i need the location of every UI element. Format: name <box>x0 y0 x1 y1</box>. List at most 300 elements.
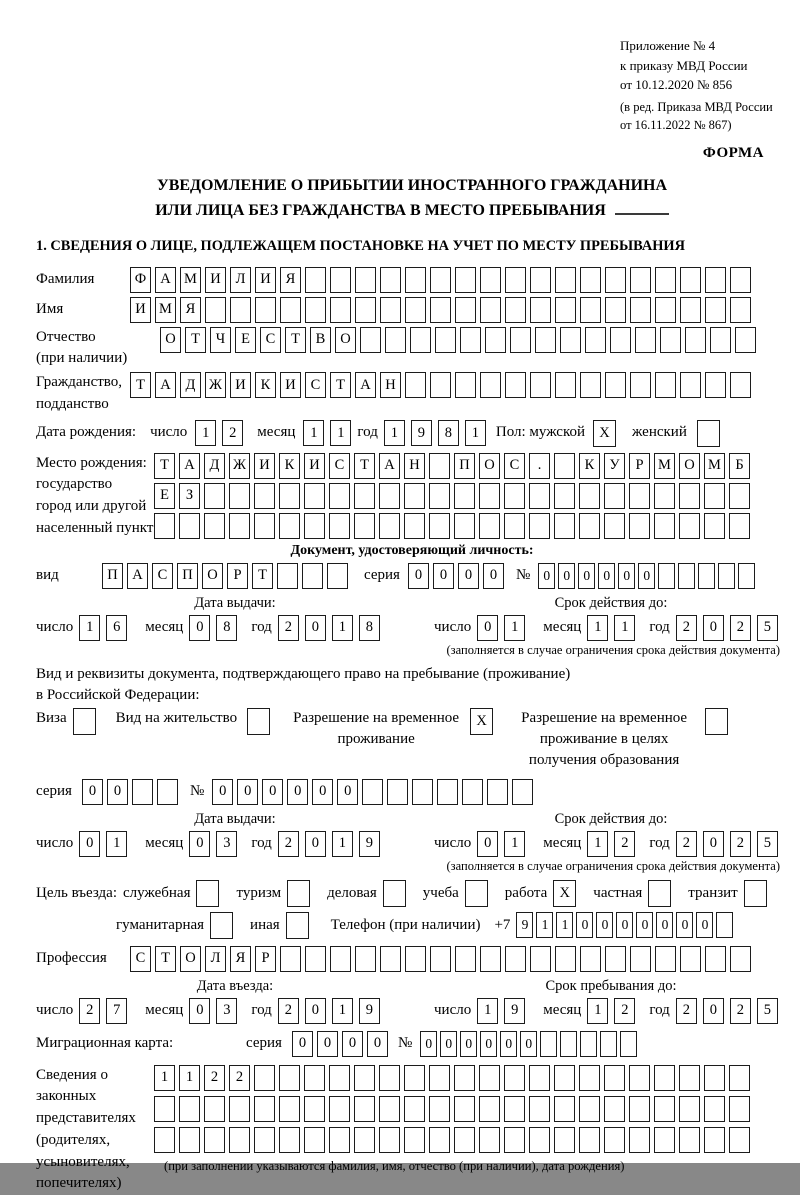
char-box-filled[interactable]: 1 <box>332 831 353 857</box>
char-box-filled[interactable]: 0 <box>520 1031 537 1057</box>
char-box-empty[interactable] <box>379 1065 400 1091</box>
char-box-empty[interactable] <box>254 483 275 509</box>
char-box-empty[interactable] <box>530 946 551 972</box>
char-box-empty[interactable] <box>354 1127 375 1153</box>
char-box-empty[interactable] <box>610 327 631 353</box>
char-box-empty[interactable] <box>529 1127 550 1153</box>
char-box-empty[interactable] <box>554 483 575 509</box>
char-box-filled[interactable]: 2 <box>676 831 697 857</box>
char-box-empty[interactable] <box>229 483 250 509</box>
char-box-empty[interactable] <box>730 297 751 323</box>
migration-series-cells[interactable] <box>292 1031 392 1057</box>
char-box-empty[interactable] <box>405 946 426 972</box>
char-box-filled[interactable]: 0 <box>287 779 308 805</box>
char-box-empty[interactable] <box>329 1127 350 1153</box>
representatives-cells-row1[interactable] <box>154 1065 754 1091</box>
char-box-filled[interactable]: 0 <box>703 831 724 857</box>
char-box-empty[interactable] <box>405 297 426 323</box>
char-box-empty[interactable] <box>204 513 225 539</box>
char-box-empty[interactable] <box>630 372 651 398</box>
purpose-transit-checkbox[interactable] <box>744 880 771 907</box>
char-box-empty[interactable] <box>73 708 96 735</box>
char-box-empty[interactable] <box>560 1031 577 1057</box>
char-box-filled[interactable]: 6 <box>106 615 127 641</box>
birthplace-cells-row2[interactable] <box>154 483 754 509</box>
char-box-empty[interactable] <box>410 327 431 353</box>
char-box-filled[interactable]: 0 <box>337 779 358 805</box>
char-box-empty[interactable] <box>330 946 351 972</box>
char-box-filled[interactable]: 1 <box>154 1065 175 1091</box>
char-box-empty[interactable] <box>730 946 751 972</box>
char-box-filled[interactable]: 0 <box>305 615 326 641</box>
char-box-empty[interactable] <box>229 1127 250 1153</box>
char-box-empty[interactable] <box>530 372 551 398</box>
char-box-filled[interactable]: 1 <box>587 998 608 1024</box>
char-box-filled[interactable]: 0 <box>237 779 258 805</box>
char-box-empty[interactable] <box>704 1065 725 1091</box>
char-box-filled[interactable]: 7 <box>106 998 127 1024</box>
char-box-empty[interactable] <box>205 297 226 323</box>
char-box-empty[interactable] <box>455 946 476 972</box>
validity1-month[interactable] <box>587 615 641 641</box>
issue1-month[interactable] <box>189 615 243 641</box>
char-box-filled[interactable]: 2 <box>278 831 299 857</box>
char-box-empty[interactable] <box>383 880 406 907</box>
char-box-empty[interactable] <box>729 483 750 509</box>
purpose-tourism-checkbox[interactable] <box>287 880 314 907</box>
char-box-empty[interactable] <box>705 297 726 323</box>
entry-day[interactable] <box>79 998 133 1024</box>
char-box-empty[interactable] <box>654 483 675 509</box>
char-box-empty[interactable] <box>405 372 426 398</box>
char-box-filled[interactable]: О <box>479 453 500 479</box>
purpose-study-checkbox[interactable] <box>465 880 492 907</box>
char-box-empty[interactable] <box>480 297 501 323</box>
migration-number-cells[interactable] <box>420 1031 640 1057</box>
char-box-filled[interactable]: 2 <box>222 420 243 446</box>
purpose-work-checkbox[interactable] <box>553 880 580 907</box>
char-box-empty[interactable] <box>330 297 351 323</box>
char-box-empty[interactable] <box>430 297 451 323</box>
char-box-filled[interactable]: М <box>704 453 725 479</box>
char-box-empty[interactable] <box>744 880 767 907</box>
birth-day-cells[interactable] <box>195 420 249 446</box>
char-box-empty[interactable] <box>705 946 726 972</box>
char-box-filled[interactable]: 0 <box>696 912 713 938</box>
stay-year[interactable] <box>676 998 784 1024</box>
char-box-empty[interactable] <box>579 483 600 509</box>
char-box-filled[interactable]: 9 <box>411 420 432 446</box>
char-box-filled[interactable]: О <box>679 453 700 479</box>
char-box-empty[interactable] <box>529 513 550 539</box>
char-box-empty[interactable] <box>579 1065 600 1091</box>
char-box-empty[interactable] <box>529 1065 550 1091</box>
char-box-empty[interactable] <box>230 297 251 323</box>
char-box-empty[interactable] <box>654 513 675 539</box>
char-box-filled[interactable]: 0 <box>212 779 233 805</box>
char-box-filled[interactable]: 1 <box>477 998 498 1024</box>
char-box-filled[interactable]: М <box>155 297 176 323</box>
char-box-empty[interactable] <box>154 513 175 539</box>
char-box-empty[interactable] <box>655 946 676 972</box>
char-box-filled[interactable]: Е <box>235 327 256 353</box>
char-box-filled[interactable]: 1 <box>587 831 608 857</box>
char-box-empty[interactable] <box>329 1065 350 1091</box>
char-box-empty[interactable] <box>132 779 153 805</box>
char-box-empty[interactable] <box>485 327 506 353</box>
purpose-official-checkbox[interactable] <box>196 880 223 907</box>
char-box-empty[interactable] <box>229 513 250 539</box>
char-box-filled[interactable]: 1 <box>179 1065 200 1091</box>
char-box-empty[interactable] <box>678 563 695 589</box>
char-box-empty[interactable] <box>679 483 700 509</box>
stay-month[interactable] <box>587 998 641 1024</box>
char-box-empty[interactable] <box>460 327 481 353</box>
char-box-filled[interactable]: 2 <box>79 998 100 1024</box>
char-box-filled[interactable]: П <box>102 563 123 589</box>
char-box-filled[interactable]: 0 <box>483 563 504 589</box>
char-box-filled[interactable]: 0 <box>598 563 615 589</box>
char-box-filled[interactable]: Т <box>285 327 306 353</box>
char-box-empty[interactable] <box>454 1096 475 1122</box>
char-box-empty[interactable] <box>530 297 551 323</box>
char-box-empty[interactable] <box>580 297 601 323</box>
char-box-filled[interactable]: Л <box>205 946 226 972</box>
char-box-empty[interactable] <box>404 1065 425 1091</box>
char-box-empty[interactable] <box>554 453 575 479</box>
citizenship-cells[interactable] <box>130 372 755 398</box>
char-box-empty[interactable] <box>680 372 701 398</box>
char-box-empty[interactable] <box>480 267 501 293</box>
char-box-filled[interactable]: 8 <box>438 420 459 446</box>
char-box-empty[interactable] <box>654 1127 675 1153</box>
char-box-empty[interactable] <box>379 483 400 509</box>
char-box-empty[interactable] <box>555 372 576 398</box>
stay-day[interactable] <box>477 998 531 1024</box>
char-box-filled[interactable]: 0 <box>460 1031 477 1057</box>
char-box-filled[interactable]: X <box>470 708 493 735</box>
char-box-filled[interactable]: М <box>654 453 675 479</box>
char-box-empty[interactable] <box>454 1065 475 1091</box>
representatives-cells-row3[interactable] <box>154 1127 754 1153</box>
char-box-empty[interactable] <box>604 513 625 539</box>
validity1-day[interactable] <box>477 615 531 641</box>
char-box-filled[interactable]: Т <box>354 453 375 479</box>
char-box-empty[interactable] <box>305 297 326 323</box>
char-box-empty[interactable] <box>429 1065 450 1091</box>
char-box-filled[interactable]: 0 <box>189 998 210 1024</box>
char-box-filled[interactable]: О <box>180 946 201 972</box>
char-box-empty[interactable] <box>704 513 725 539</box>
firstname-cells[interactable] <box>130 297 755 323</box>
char-box-empty[interactable] <box>504 1096 525 1122</box>
char-box-filled[interactable]: 8 <box>359 615 380 641</box>
char-box-empty[interactable] <box>329 1096 350 1122</box>
char-box-empty[interactable] <box>698 563 715 589</box>
char-box-empty[interactable] <box>354 1065 375 1091</box>
char-box-empty[interactable] <box>362 779 383 805</box>
char-box-empty[interactable] <box>604 1065 625 1091</box>
char-box-filled[interactable]: Ч <box>210 327 231 353</box>
issue2-month[interactable] <box>189 831 243 857</box>
char-box-empty[interactable] <box>277 563 298 589</box>
char-box-empty[interactable] <box>385 327 406 353</box>
char-box-filled[interactable]: О <box>160 327 181 353</box>
char-box-filled[interactable]: К <box>579 453 600 479</box>
char-box-filled[interactable]: 2 <box>676 998 697 1024</box>
char-box-empty[interactable] <box>210 912 233 939</box>
char-box-empty[interactable] <box>355 946 376 972</box>
char-box-filled[interactable]: 9 <box>359 998 380 1024</box>
doc-kind-cells[interactable] <box>102 563 352 589</box>
char-box-empty[interactable] <box>735 327 756 353</box>
char-box-empty[interactable] <box>437 779 458 805</box>
char-box-filled[interactable]: 0 <box>596 912 613 938</box>
char-box-empty[interactable] <box>629 1096 650 1122</box>
char-box-filled[interactable]: И <box>280 372 301 398</box>
char-box-empty[interactable] <box>679 1096 700 1122</box>
char-box-empty[interactable] <box>655 372 676 398</box>
char-box-filled[interactable]: Т <box>155 946 176 972</box>
char-box-empty[interactable] <box>679 1127 700 1153</box>
char-box-empty[interactable] <box>704 483 725 509</box>
char-box-filled[interactable]: 0 <box>576 912 593 938</box>
char-box-empty[interactable] <box>430 946 451 972</box>
char-box-filled[interactable]: 1 <box>106 831 127 857</box>
char-box-empty[interactable] <box>405 267 426 293</box>
char-box-filled[interactable]: 0 <box>656 912 673 938</box>
char-box-empty[interactable] <box>435 327 456 353</box>
char-box-filled[interactable]: 1 <box>332 615 353 641</box>
char-box-empty[interactable] <box>455 297 476 323</box>
char-box-filled[interactable]: 0 <box>703 615 724 641</box>
char-box-empty[interactable] <box>560 327 581 353</box>
char-box-empty[interactable] <box>430 267 451 293</box>
char-box-filled[interactable]: 0 <box>477 831 498 857</box>
char-box-filled[interactable]: Я <box>230 946 251 972</box>
char-box-filled[interactable]: 2 <box>676 615 697 641</box>
char-box-empty[interactable] <box>254 513 275 539</box>
validity1-year[interactable] <box>676 615 784 641</box>
char-box-empty[interactable] <box>680 946 701 972</box>
char-box-filled[interactable]: 0 <box>477 615 498 641</box>
char-box-empty[interactable] <box>504 1127 525 1153</box>
char-box-filled[interactable]: 0 <box>292 1031 313 1057</box>
char-box-empty[interactable] <box>554 1065 575 1091</box>
char-box-empty[interactable] <box>380 267 401 293</box>
char-box-empty[interactable] <box>585 327 606 353</box>
char-box-empty[interactable] <box>355 297 376 323</box>
char-box-empty[interactable] <box>697 420 720 447</box>
char-box-empty[interactable] <box>660 327 681 353</box>
char-box-empty[interactable] <box>355 267 376 293</box>
char-box-filled[interactable]: 0 <box>458 563 479 589</box>
char-box-filled[interactable]: 1 <box>504 615 525 641</box>
char-box-filled[interactable]: 9 <box>359 831 380 857</box>
char-box-empty[interactable] <box>157 779 178 805</box>
char-box-empty[interactable] <box>685 327 706 353</box>
char-box-empty[interactable] <box>302 563 323 589</box>
char-box-filled[interactable]: 0 <box>618 563 635 589</box>
char-box-empty[interactable] <box>600 1031 617 1057</box>
char-box-filled[interactable]: И <box>254 453 275 479</box>
char-box-empty[interactable] <box>429 513 450 539</box>
sex-female-checkbox[interactable] <box>697 420 724 447</box>
char-box-empty[interactable] <box>329 483 350 509</box>
issue2-day[interactable] <box>79 831 133 857</box>
char-box-empty[interactable] <box>380 946 401 972</box>
char-box-filled[interactable]: 1 <box>504 831 525 857</box>
char-box-empty[interactable] <box>154 1127 175 1153</box>
birthplace-cells-row1[interactable] <box>154 453 754 479</box>
char-box-empty[interactable] <box>455 372 476 398</box>
char-box-empty[interactable] <box>404 1127 425 1153</box>
char-box-empty[interactable] <box>505 297 526 323</box>
char-box-empty[interactable] <box>729 513 750 539</box>
char-box-empty[interactable] <box>487 779 508 805</box>
char-box-filled[interactable]: 1 <box>303 420 324 446</box>
char-box-filled[interactable]: 0 <box>107 779 128 805</box>
char-box-empty[interactable] <box>455 267 476 293</box>
char-box-empty[interactable] <box>710 327 731 353</box>
char-box-empty[interactable] <box>305 946 326 972</box>
char-box-filled[interactable]: С <box>130 946 151 972</box>
char-box-empty[interactable] <box>540 1031 557 1057</box>
char-box-filled[interactable]: О <box>202 563 223 589</box>
char-box-empty[interactable] <box>529 1096 550 1122</box>
char-box-empty[interactable] <box>629 513 650 539</box>
char-box-filled[interactable]: 2 <box>278 615 299 641</box>
permit-series-cells[interactable] <box>82 779 182 805</box>
char-box-empty[interactable] <box>429 483 450 509</box>
char-box-empty[interactable] <box>504 483 525 509</box>
char-box-empty[interactable] <box>465 880 488 907</box>
char-box-empty[interactable] <box>554 1096 575 1122</box>
char-box-empty[interactable] <box>196 880 219 907</box>
char-box-empty[interactable] <box>480 946 501 972</box>
char-box-filled[interactable]: . <box>529 453 550 479</box>
char-box-empty[interactable] <box>479 513 500 539</box>
char-box-empty[interactable] <box>630 946 651 972</box>
char-box-filled[interactable]: А <box>155 372 176 398</box>
char-box-empty[interactable] <box>330 267 351 293</box>
char-box-empty[interactable] <box>254 1127 275 1153</box>
char-box-empty[interactable] <box>629 483 650 509</box>
char-box-empty[interactable] <box>704 1096 725 1122</box>
char-box-empty[interactable] <box>705 708 728 735</box>
char-box-filled[interactable]: С <box>329 453 350 479</box>
char-box-empty[interactable] <box>730 267 751 293</box>
char-box-empty[interactable] <box>354 513 375 539</box>
birthplace-cells-row3[interactable] <box>154 513 754 539</box>
char-box-filled[interactable]: 0 <box>500 1031 517 1057</box>
char-box-empty[interactable] <box>229 1096 250 1122</box>
char-box-empty[interactable] <box>404 1096 425 1122</box>
char-box-filled[interactable]: Т <box>130 372 151 398</box>
char-box-empty[interactable] <box>729 1096 750 1122</box>
char-box-empty[interactable] <box>179 1096 200 1122</box>
char-box-empty[interactable] <box>454 513 475 539</box>
char-box-filled[interactable]: 1 <box>465 420 486 446</box>
validity2-year[interactable] <box>676 831 784 857</box>
entry-month[interactable] <box>189 998 243 1024</box>
char-box-empty[interactable] <box>530 267 551 293</box>
char-box-empty[interactable] <box>680 297 701 323</box>
char-box-empty[interactable] <box>279 1127 300 1153</box>
char-box-filled[interactable]: Т <box>330 372 351 398</box>
char-box-empty[interactable] <box>380 297 401 323</box>
char-box-filled[interactable]: 3 <box>216 998 237 1024</box>
char-box-filled[interactable]: 1 <box>587 615 608 641</box>
char-box-empty[interactable] <box>279 1096 300 1122</box>
char-box-filled[interactable]: С <box>504 453 525 479</box>
validity2-day[interactable] <box>477 831 531 857</box>
issue1-year[interactable] <box>278 615 386 641</box>
char-box-filled[interactable]: 0 <box>703 998 724 1024</box>
char-box-filled[interactable]: 1 <box>614 615 635 641</box>
char-box-filled[interactable]: С <box>152 563 173 589</box>
char-box-empty[interactable] <box>479 1127 500 1153</box>
char-box-empty[interactable] <box>580 372 601 398</box>
char-box-filled[interactable]: 1 <box>79 615 100 641</box>
char-box-empty[interactable] <box>580 267 601 293</box>
char-box-empty[interactable] <box>555 946 576 972</box>
profession-cells[interactable] <box>130 946 755 972</box>
char-box-filled[interactable]: Ж <box>205 372 226 398</box>
purpose-private-checkbox[interactable] <box>648 880 675 907</box>
char-box-empty[interactable] <box>430 372 451 398</box>
char-box-filled[interactable]: 9 <box>504 998 525 1024</box>
char-box-empty[interactable] <box>279 483 300 509</box>
char-box-filled[interactable]: 2 <box>278 998 299 1024</box>
char-box-empty[interactable] <box>705 267 726 293</box>
patronymic-cells[interactable] <box>160 327 760 353</box>
char-box-empty[interactable] <box>429 453 450 479</box>
char-box-empty[interactable] <box>304 513 325 539</box>
representatives-cells-row2[interactable] <box>154 1096 754 1122</box>
char-box-empty[interactable] <box>329 513 350 539</box>
char-box-empty[interactable] <box>254 1096 275 1122</box>
char-box-empty[interactable] <box>454 1127 475 1153</box>
char-box-filled[interactable]: 5 <box>757 998 778 1024</box>
char-box-filled[interactable]: Р <box>227 563 248 589</box>
char-box-filled[interactable]: 1 <box>332 998 353 1024</box>
char-box-empty[interactable] <box>655 267 676 293</box>
char-box-filled[interactable]: 0 <box>342 1031 363 1057</box>
char-box-empty[interactable] <box>535 327 556 353</box>
char-box-empty[interactable] <box>680 267 701 293</box>
surname-cells[interactable] <box>130 267 755 293</box>
char-box-filled[interactable]: Ж <box>229 453 250 479</box>
char-box-empty[interactable] <box>327 563 348 589</box>
char-box-filled[interactable]: Л <box>230 267 251 293</box>
char-box-empty[interactable] <box>279 1065 300 1091</box>
char-box-filled[interactable]: 0 <box>433 563 454 589</box>
char-box-filled[interactable]: 0 <box>616 912 633 938</box>
char-box-filled[interactable]: К <box>279 453 300 479</box>
char-box-empty[interactable] <box>705 372 726 398</box>
char-box-filled[interactable]: 0 <box>79 831 100 857</box>
temporary-residence-education-checkbox[interactable] <box>705 708 732 735</box>
char-box-filled[interactable]: Д <box>204 453 225 479</box>
char-box-empty[interactable] <box>580 1031 597 1057</box>
char-box-empty[interactable] <box>716 912 733 938</box>
char-box-empty[interactable] <box>604 483 625 509</box>
char-box-filled[interactable]: 0 <box>312 779 333 805</box>
char-box-empty[interactable] <box>254 1065 275 1091</box>
char-box-empty[interactable] <box>412 779 433 805</box>
char-box-empty[interactable] <box>630 297 651 323</box>
